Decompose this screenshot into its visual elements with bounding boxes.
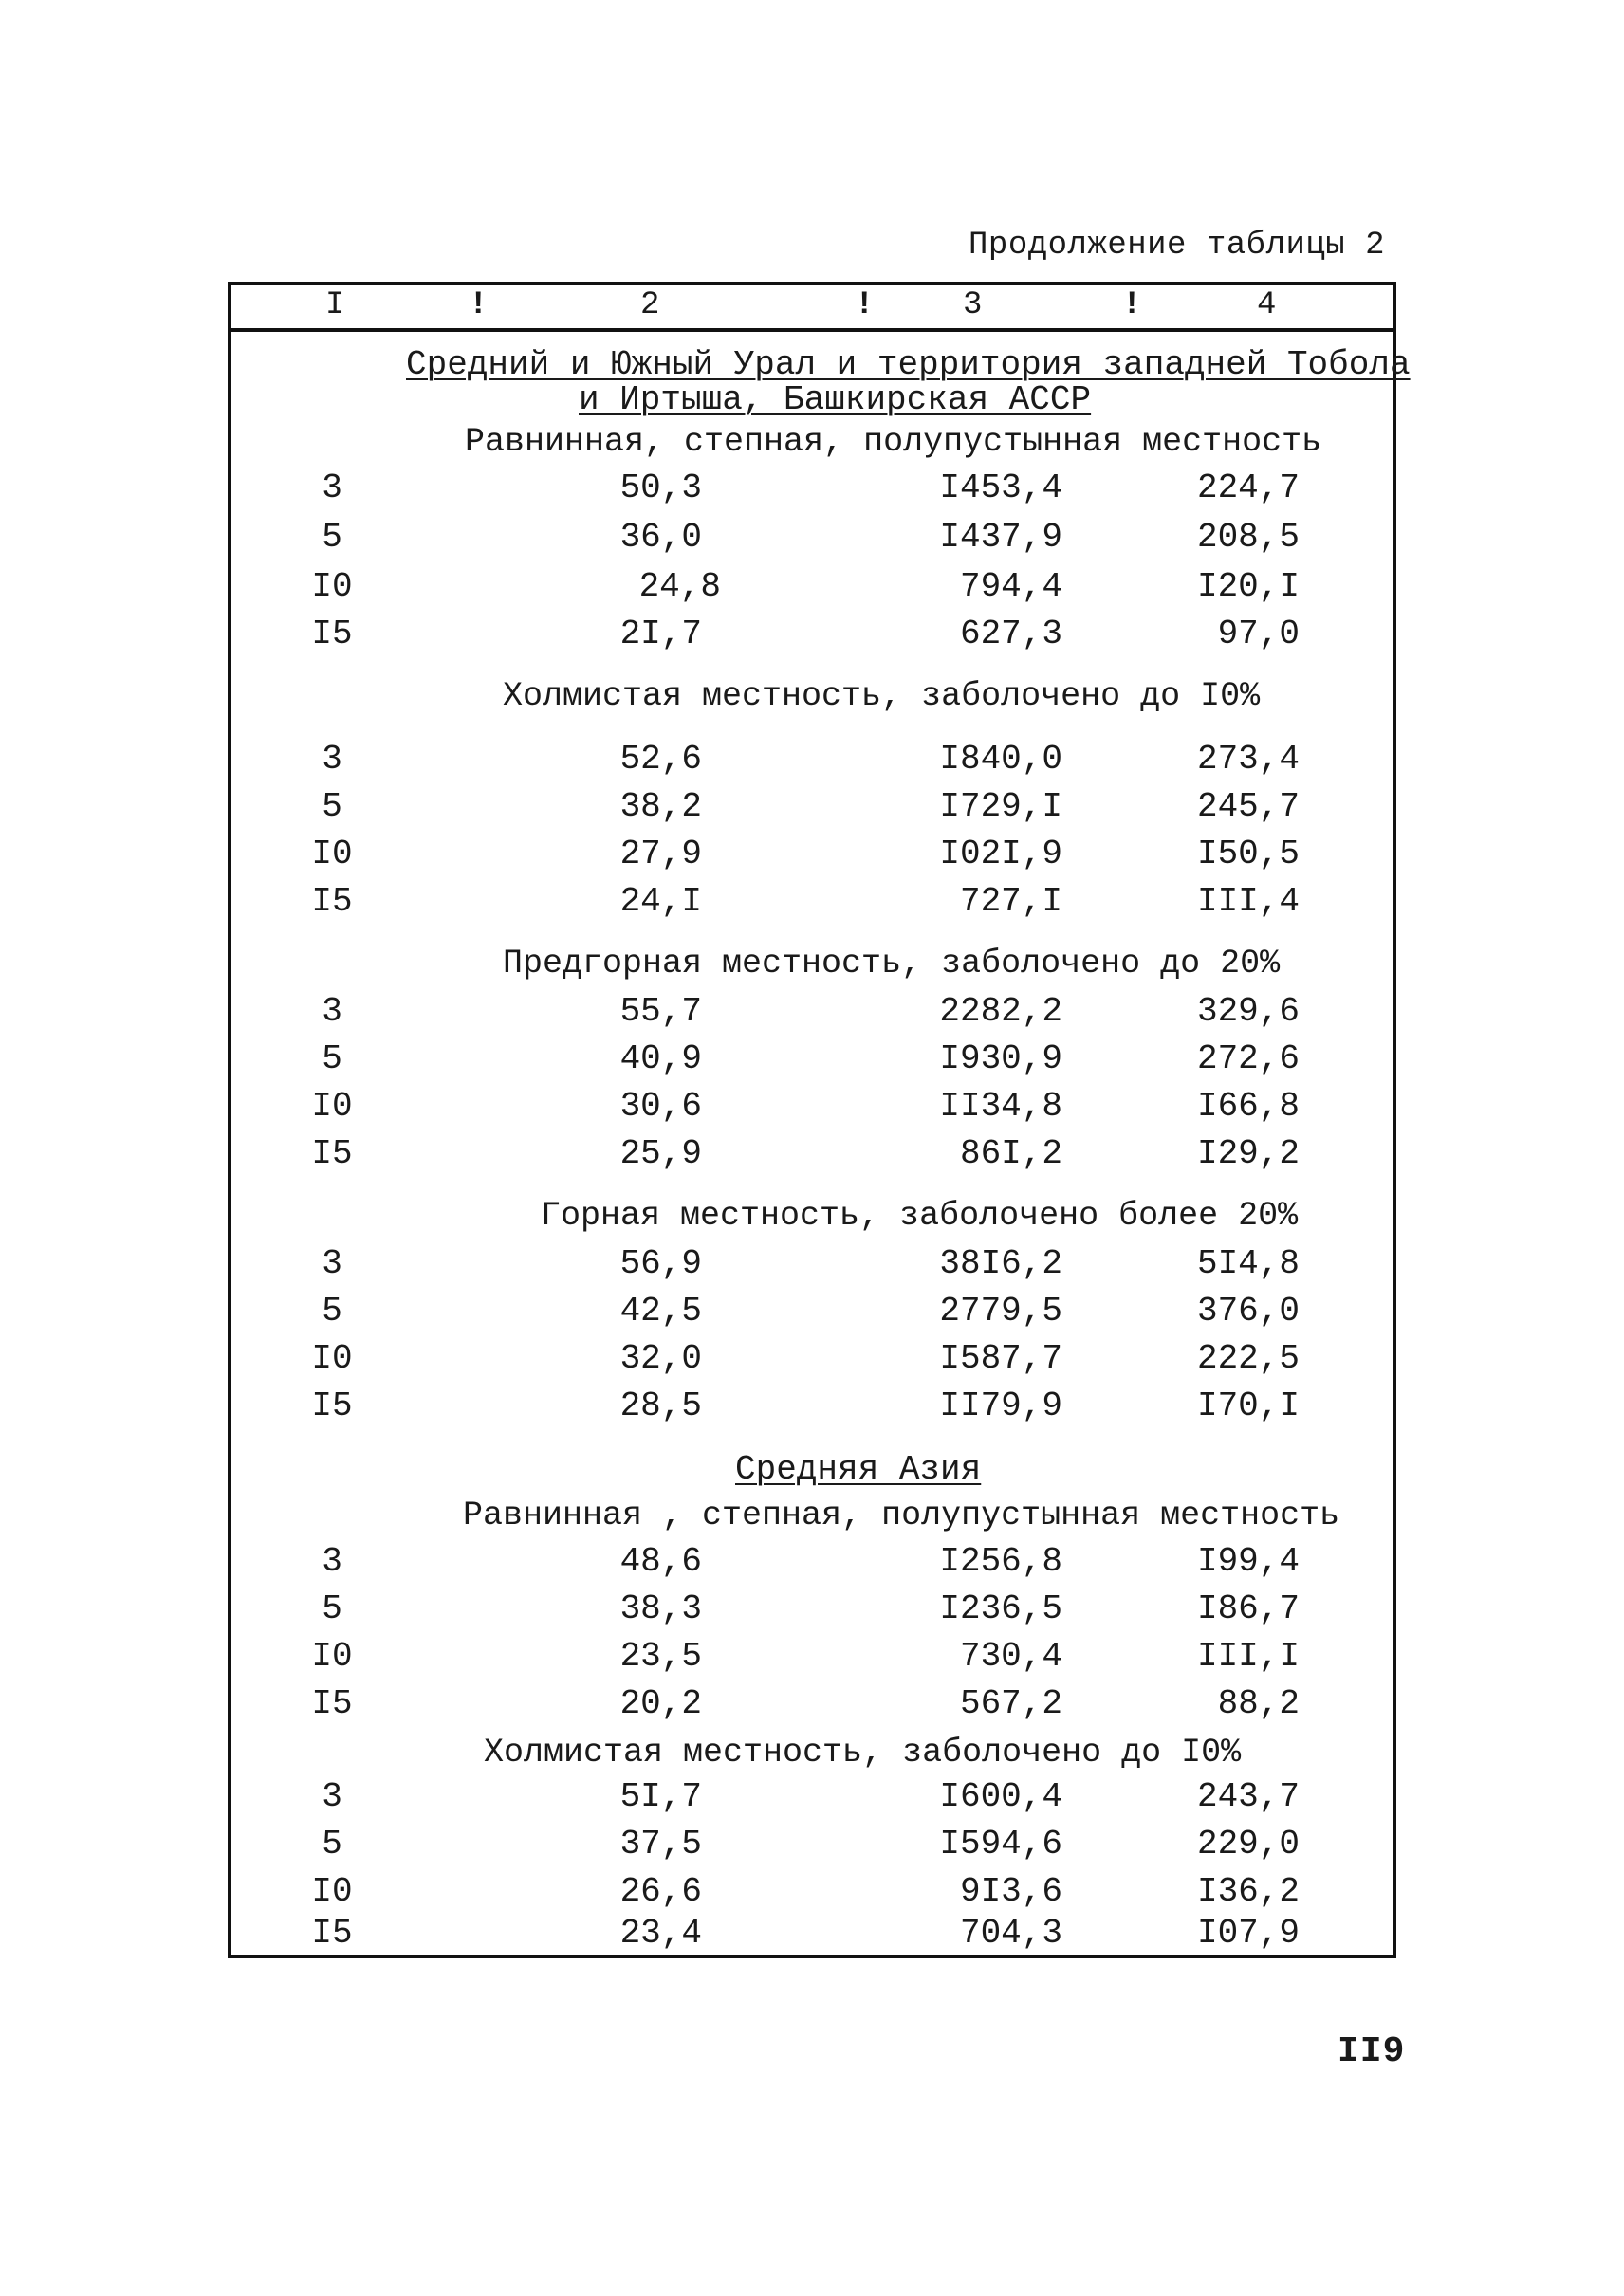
table-row <box>228 1288 1396 1335</box>
header-rule <box>228 328 1396 332</box>
cell-c4: I86,7 <box>1196 1589 1300 1628</box>
cell-c4: I29,2 <box>1196 1134 1300 1173</box>
cell-c2: 48,6 <box>619 1542 702 1581</box>
cell-c4: I66,8 <box>1196 1087 1300 1126</box>
cell-c4: I07,9 <box>1196 1914 1300 1953</box>
table-row <box>228 831 1396 878</box>
cell-c3: I236,5 <box>939 1589 1062 1628</box>
group-heading: Предгорная местность, заболочено до 20% <box>503 945 1281 983</box>
cell-c2: 5I,7 <box>619 1777 702 1816</box>
cell-c2: 42,5 <box>619 1292 702 1331</box>
cell-c3: I02I,9 <box>939 835 1062 873</box>
table-row <box>228 1773 1396 1821</box>
table-row <box>228 736 1396 783</box>
cell-c2: 37,5 <box>619 1825 702 1864</box>
table-row <box>228 1633 1396 1681</box>
cell-c2: 24,8 <box>638 567 721 606</box>
cell-c4: 208,5 <box>1196 518 1300 557</box>
cell-c1: I0 <box>311 1087 353 1126</box>
group-heading: Холмистая местность, заболочено до I0% <box>503 677 1261 715</box>
cell-c2: 30,6 <box>619 1087 702 1126</box>
cell-c1: 3 <box>322 740 342 779</box>
cell-c4: III,I <box>1196 1637 1300 1676</box>
page-number: II9 <box>1338 2031 1406 2072</box>
column-header-2: 2 <box>640 287 660 323</box>
cell-c4: 245,7 <box>1196 787 1300 826</box>
cell-c3: II34,8 <box>939 1087 1062 1126</box>
cell-c3: 627,3 <box>959 615 1062 653</box>
cell-c3: 2282,2 <box>939 992 1062 1031</box>
column-separator: ! <box>1122 287 1142 323</box>
cell-c4: 376,0 <box>1196 1292 1300 1331</box>
table-row <box>228 1036 1396 1083</box>
cell-c1: 5 <box>322 1292 342 1331</box>
table-row <box>228 988 1396 1036</box>
column-separator: ! <box>855 287 875 323</box>
cell-c3: I437,9 <box>939 518 1062 557</box>
table-row <box>228 514 1396 561</box>
cell-c2: 55,7 <box>619 992 702 1031</box>
cell-c2: 36,0 <box>619 518 702 557</box>
cell-c3: II79,9 <box>939 1387 1062 1425</box>
cell-c1: I0 <box>311 835 353 873</box>
cell-c1: I5 <box>311 615 353 653</box>
cell-c4: 272,6 <box>1196 1039 1300 1078</box>
table-row <box>228 1383 1396 1430</box>
cell-c3: 567,2 <box>959 1684 1062 1723</box>
cell-c1: 3 <box>322 1777 342 1816</box>
cell-c4: 88,2 <box>1217 1684 1300 1723</box>
cell-c3: I594,6 <box>939 1825 1062 1864</box>
table-row <box>228 563 1396 611</box>
group-heading: Равнинная , степная, полупустынная местность <box>463 1497 1340 1534</box>
cell-c4: 273,4 <box>1196 740 1300 779</box>
table-row <box>228 1586 1396 1633</box>
group-heading: Горная местность, заболочено более 20% <box>541 1197 1299 1235</box>
table-row <box>228 1868 1396 1916</box>
table-row <box>228 878 1396 926</box>
cell-c4: 243,7 <box>1196 1777 1300 1816</box>
cell-c3: 9I3,6 <box>959 1872 1062 1911</box>
cell-c3: 86I,2 <box>959 1134 1062 1173</box>
cell-c3: I729,I <box>939 787 1062 826</box>
cell-c1: 5 <box>322 518 342 557</box>
cell-c3: 794,4 <box>959 567 1062 606</box>
column-header-3: 3 <box>963 287 983 323</box>
cell-c4: 97,0 <box>1217 615 1300 653</box>
cell-c4: 329,6 <box>1196 992 1300 1031</box>
cell-c2: 32,0 <box>619 1339 702 1378</box>
cell-c2: 38,2 <box>619 787 702 826</box>
cell-c1: 5 <box>322 1589 342 1628</box>
cell-c3: 727,I <box>959 882 1062 921</box>
cell-c4: I70,I <box>1196 1387 1300 1425</box>
cell-c3: I930,9 <box>939 1039 1062 1078</box>
cell-c2: 26,6 <box>619 1872 702 1911</box>
cell-c4: I50,5 <box>1196 835 1300 873</box>
region-heading-ural-line2: и Иртыша, Башкирская АССР <box>579 380 1092 419</box>
table-row <box>228 1130 1396 1178</box>
cell-c2: 50,3 <box>619 468 702 507</box>
table-row <box>228 1083 1396 1130</box>
cell-c2: 38,3 <box>619 1589 702 1628</box>
table-row <box>228 1821 1396 1868</box>
cell-c4: I99,4 <box>1196 1542 1300 1581</box>
cell-c4: 222,5 <box>1196 1339 1300 1378</box>
table-row <box>228 465 1396 512</box>
cell-c3: 704,3 <box>959 1914 1062 1953</box>
column-header-1: I <box>325 287 345 323</box>
cell-c1: I5 <box>311 882 353 921</box>
cell-c3: I840,0 <box>939 740 1062 779</box>
table-row <box>228 1681 1396 1728</box>
cell-c3: I453,4 <box>939 468 1062 507</box>
table-row <box>228 783 1396 831</box>
cell-c2: 25,9 <box>619 1134 702 1173</box>
group-heading: Холмистая местность, заболочено до I0% <box>484 1734 1242 1772</box>
cell-c1: 3 <box>322 1542 342 1581</box>
table-caption: Продолжение таблицы 2 <box>969 228 1385 264</box>
cell-c4: I36,2 <box>1196 1872 1300 1911</box>
cell-c1: I0 <box>311 1339 353 1378</box>
cell-c2: 40,9 <box>619 1039 702 1078</box>
table-row <box>228 1240 1396 1288</box>
cell-c3: 38I6,2 <box>939 1244 1062 1283</box>
cell-c1: 3 <box>322 992 342 1031</box>
cell-c4: III,4 <box>1196 882 1300 921</box>
cell-c2: 2I,7 <box>619 615 702 653</box>
table-row <box>228 1910 1396 1957</box>
cell-c4: 229,0 <box>1196 1825 1300 1864</box>
region-heading-central-asia: Средняя Азия <box>735 1450 982 1489</box>
cell-c1: 5 <box>322 787 342 826</box>
cell-c3: I256,8 <box>939 1542 1062 1581</box>
column-separator: ! <box>469 287 489 323</box>
cell-c1: I0 <box>311 1637 353 1676</box>
cell-c1: 3 <box>322 468 342 507</box>
table-row <box>228 1335 1396 1383</box>
cell-c2: 23,5 <box>619 1637 702 1676</box>
group-heading: Равнинная, степная, полупустынная местность <box>465 423 1322 461</box>
cell-c2: 24,I <box>619 882 702 921</box>
cell-c1: I5 <box>311 1684 353 1723</box>
cell-c2: 56,9 <box>619 1244 702 1283</box>
cell-c1: I0 <box>311 1872 353 1911</box>
cell-c1: I5 <box>311 1387 353 1425</box>
cell-c1: I5 <box>311 1914 353 1953</box>
cell-c3: 730,4 <box>959 1637 1062 1676</box>
column-header-4: 4 <box>1257 287 1277 323</box>
cell-c2: 28,5 <box>619 1387 702 1425</box>
cell-c4: 5I4,8 <box>1196 1244 1300 1283</box>
cell-c1: I0 <box>311 567 353 606</box>
cell-c3: I587,7 <box>939 1339 1062 1378</box>
cell-c1: 5 <box>322 1825 342 1864</box>
table-row <box>228 1538 1396 1586</box>
cell-c3: 2779,5 <box>939 1292 1062 1331</box>
cell-c4: I20,I <box>1196 567 1300 606</box>
cell-c3: I600,4 <box>939 1777 1062 1816</box>
cell-c1: 3 <box>322 1244 342 1283</box>
region-heading-ural: Средний и Южный Урал и территория западней Тобола <box>406 345 1411 384</box>
cell-c1: I5 <box>311 1134 353 1173</box>
cell-c2: 20,2 <box>619 1684 702 1723</box>
cell-c2: 27,9 <box>619 835 702 873</box>
table-row <box>228 611 1396 658</box>
cell-c4: 224,7 <box>1196 468 1300 507</box>
cell-c2: 52,6 <box>619 740 702 779</box>
cell-c1: 5 <box>322 1039 342 1078</box>
cell-c2: 23,4 <box>619 1914 702 1953</box>
